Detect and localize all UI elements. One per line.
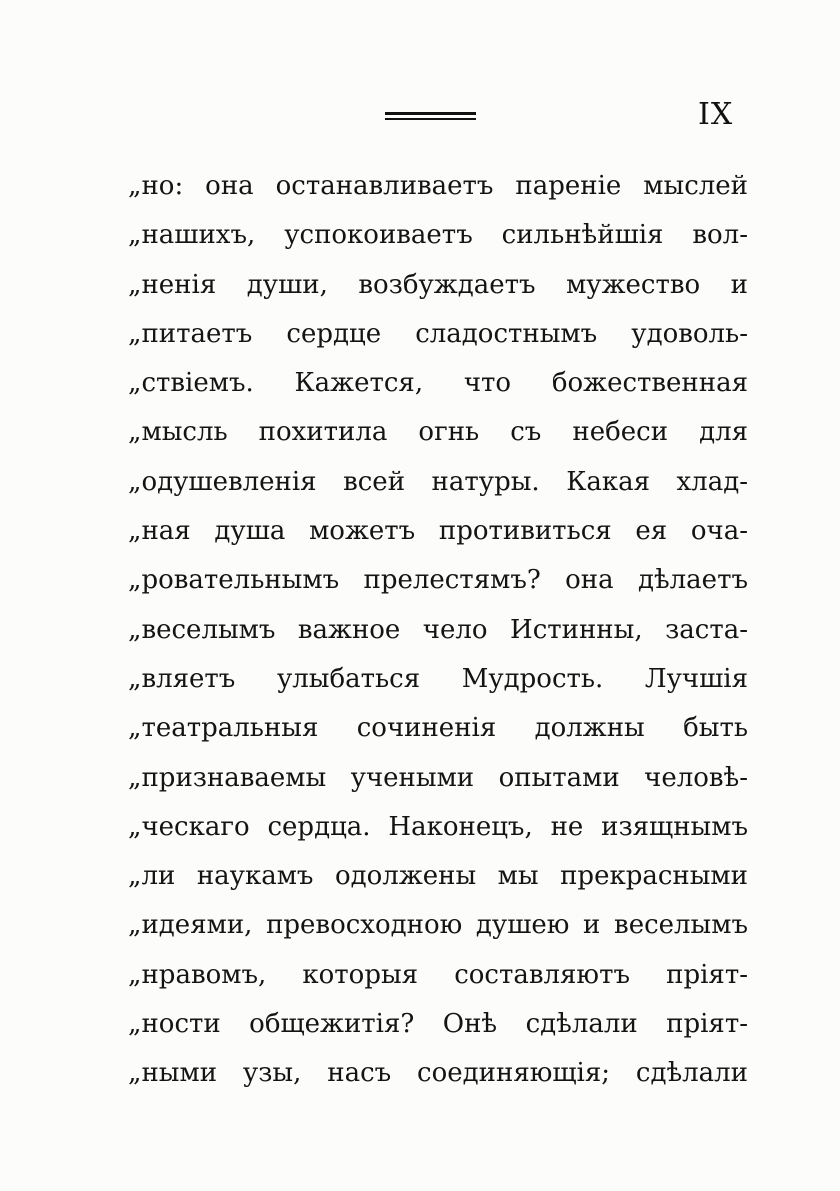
text-line: „нашихъ, успокоиваетъ сильнѣйшія вол- [128,220,748,251]
text-line: „но: она останавливаетъ пареніе мыслей [128,171,748,201]
text-line: „идеями, превосходною душею и веселымъ [128,910,748,941]
text-line: „ненія души, возбуждаетъ мужество и [128,269,748,300]
header-rule-thick-line [385,112,476,115]
text-line: „ческаго сердца. Наконецъ, не изящнымъ [128,811,748,842]
header-rule-thin-line [385,118,476,120]
page-header [0,95,840,135]
text-line: „ности общежитія? Онѣ сдѣлали пріят- [128,1009,748,1040]
text-line: „нравомъ, которыя составляютъ пріят- [128,959,748,990]
text-line: „ровательнымъ прелестямъ? она дѣлаетъ [128,565,748,596]
body-text [128,162,748,1099]
text-line: „ная душа можетъ противиться ея оча- [128,516,748,547]
text-line: „вляетъ улыбаться Мудрость. Лучшія [128,663,748,694]
page-number: IX [698,97,734,132]
text-line: „веселымъ важное чело Истинны, заста- [128,614,748,645]
text-line: „ли наукамъ одолжены мы прекрасными [128,861,748,892]
text-line: „одушевленія всей натуры. Какая хлад- [128,466,748,497]
text-line: „ными узы, насъ соединяющія; сдѣлали [128,1058,748,1089]
text-line: „мысль похитила огнь съ небеси для [128,417,748,448]
text-line: „признаваемы учеными опытами человѣ- [128,762,748,793]
text-line: „питаетъ сердце сладостнымъ удоволь- [128,318,748,349]
text-line: „ствіемъ. Кажется, что божественная [128,368,748,399]
text-line: „театральныя сочиненія должны быть [128,713,748,744]
header-rule [385,112,476,121]
